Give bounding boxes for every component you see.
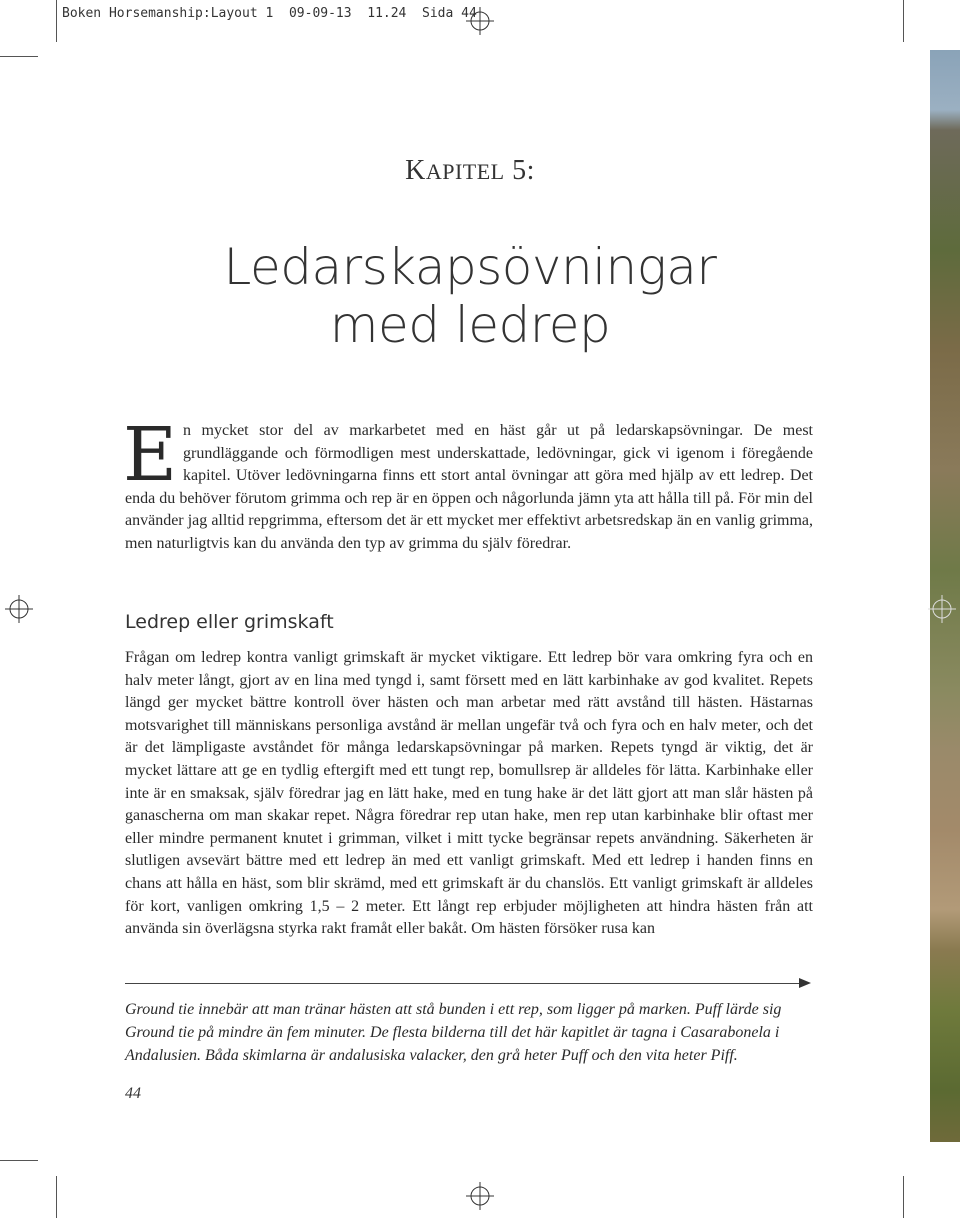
crop-mark-top-left-h [0,56,38,57]
chapter-label [0,155,940,187]
intro-text: n mycket stor del av markarbetet med en häst går ut på ledarskapsövningar. De mest grundläggande och förmodligen mest underskattade, ledövningar, gick vi igenom i föregående kapitel. Utöver ledövningarna finns ett stort antal övningar att göra med hjälp av ett ledrep. Det enda du behöver förutom grimma och rep är en öppen och någorlunda jämn yta att hålla till på. För min del använder jag alltid repgrimma, eftersom det är ett mycket mer effektivt arbetsredskap än en vanlig grimma, men naturligtvis kan du använda den typ av grimma du själv föredrar. [125,422,813,552]
crop-mark-bottom-left-h [0,1160,38,1161]
crop-mark-top-right-v [903,0,904,42]
section-body: Frågan om ledrep kontra vanligt grimskaft är mycket viktigare. Ett ledrep bör vara omkring fyra och en halv meter långt, gjort av en lina med tyngd i, samt försett med en lätt karbinhake av god kvalitet. Repets längd ger mycket bättre kontroll över hästen och man arbetar med rätt avstånd till hästen. Hästarnas motsvarighet till människans personliga avstånd är mellan ungefär två och fyra och en halv meter, och det är det lämpligaste avståndet för många ledarskapsövningar på marken. Repets tyngd är viktig, det är mycket lättare att ge en tydlig eftergift med ett tungt rep, bomullsrep är alldeles för lätta. Karbinhake eller inte är en smaksak, själv föredrar jag en lätt hake, med en tung hake är det lätt gjort att man slår hästen på ganascherna om man skakar repet. Några föredrar rep utan hake, men rep utan karbinhake blir oftast mer eller mindre permanent knutet i grimman, vilket i mitt tycke begränsar repets användning. Säkerheten är slutligen avsevärt bättre med ett ledrep än med ett vanligt grimskaft. Med ett ledrep i handen finns en chans att hålla en häst, som blir skrämd, med ett grimskaft är du chanslös. Ett vanligt grimskaft är alldeles för kort, vanligen omkring 1,5 – 2 meter. Ett långt rep erbjuder möjligheten att hindra hästen från att använda sin överlägsna styrka rakt framåt eller bakåt. Om hästen försöker rusa kan [125,649,813,938]
caption-divider [125,983,801,984]
page-number: 44 [125,1085,141,1102]
chapter-title-line-1: Ledarskapsövningar [223,238,717,296]
section-heading: Ledrep eller grimskaft [125,611,334,633]
chapter-number: 5: [512,155,535,186]
chapter-title [0,238,940,354]
crop-mark-bottom-right-v [903,1176,904,1218]
chapter-label-initial: K [405,155,426,186]
intro-paragraph [123,412,813,556]
arrow-right-icon [799,978,811,988]
drop-cap: E [123,412,178,498]
chapter-title-line-2: med ledrep [329,296,611,354]
registration-mark-top-icon [466,7,494,35]
chapter-label-word: APITEL [425,159,505,184]
registration-mark-right-icon [928,595,956,623]
registration-mark-left-icon [5,595,33,623]
registration-mark-bottom-icon [466,1182,494,1210]
crop-mark-bottom-left-v [56,1176,57,1218]
print-slug: Boken Horsemanship:Layout 1 09-09-13 11.24 Sida 44 [62,6,477,21]
photo-caption: Ground tie innebär att man tränar hästen att stå bunden i ett rep, som ligger på marken. Puff lärde sig Ground tie på mindre än fem minuter. De flesta bilderna till det här kapitlet är tagna i Casarabonela i Andalusien. Båda skimlarna är andalusiska valacker, den grå heter Puff och den vita heter Piff. [125,1001,782,1064]
crop-mark-top-left-v [56,0,57,42]
